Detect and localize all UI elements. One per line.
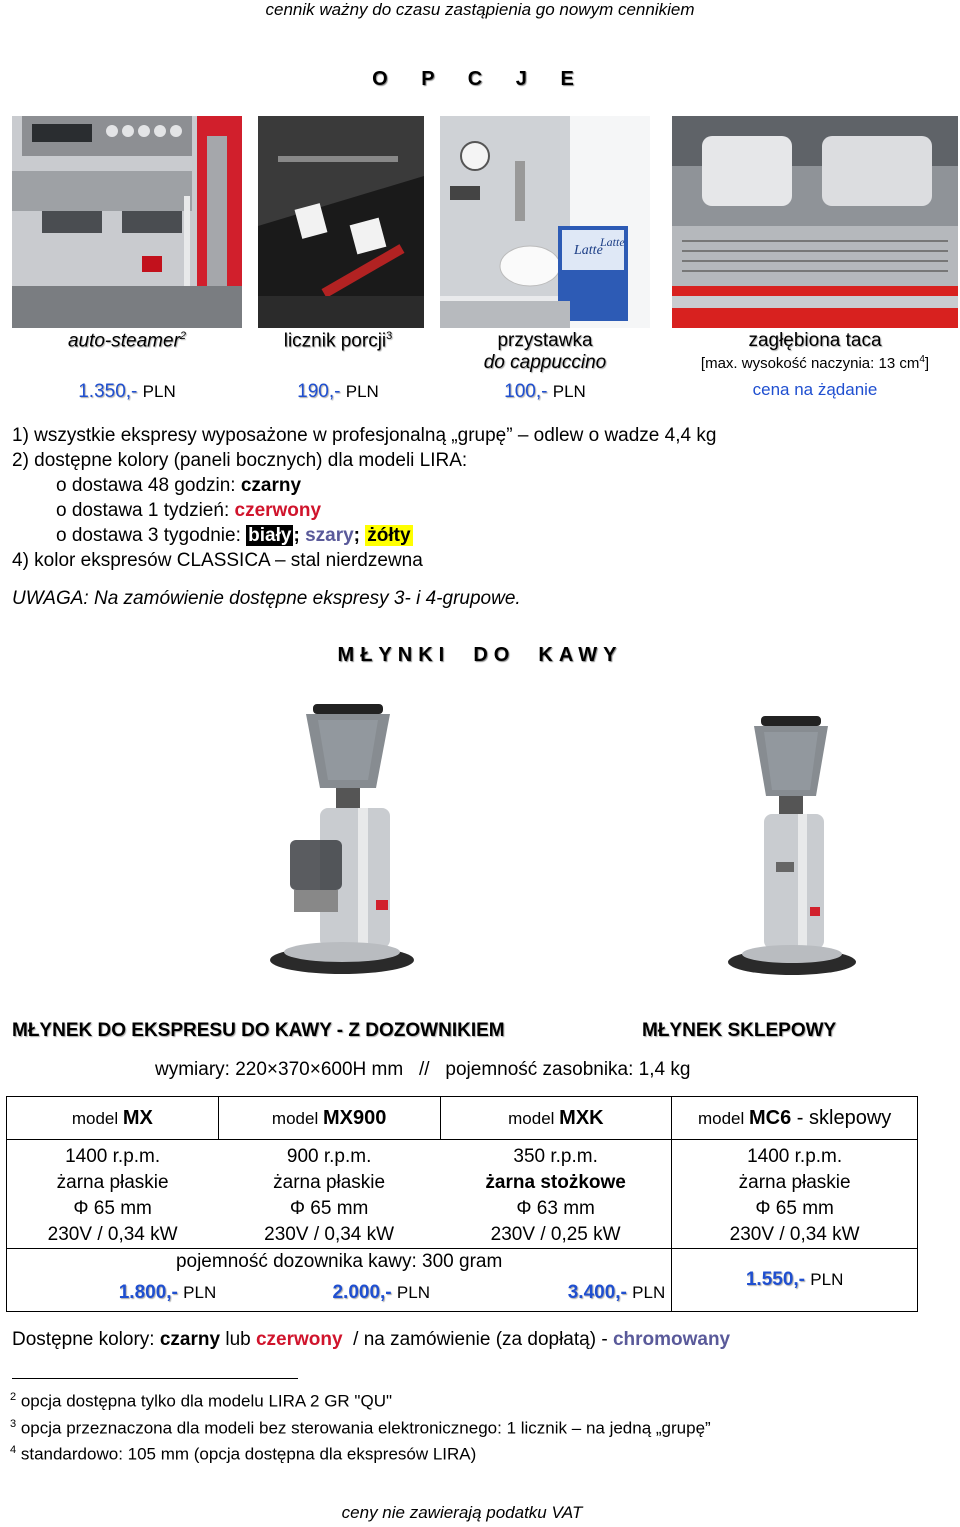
footnote-4: $^4$ standardowo: 105 mm (opcja dostępna dla ekspresów LIRA) xyxy=(10,1444,477,1464)
grinder-spec-table xyxy=(6,1096,918,1312)
latte-label-2: Latte xyxy=(600,235,625,249)
table-row: 1400 r.p.m. 900 r.p.m. 350 r.p.m. 1400 r.p.m. xyxy=(7,1140,918,1171)
cappuccino-attachment-photo xyxy=(440,116,650,328)
price-mxk: 3.400,- PLN xyxy=(440,1275,672,1312)
model-mc6-header: model MC6 - sklepowy xyxy=(672,1097,918,1140)
note-uwaga: UWAGA: Na zamówienie dostępne ekspresy 3- i 4-grupowe. xyxy=(12,588,521,609)
grinder-doser-photo xyxy=(258,700,428,985)
portion-counter-photo xyxy=(258,116,424,328)
option-price-portion-counter: 190,- PLN xyxy=(297,381,379,402)
option-name-cappuccino: przystawka do cappuccino xyxy=(483,330,607,373)
table-row: 230V / 0,34 kW 230V / 0,34 kW 230V / 0,25 kW 230V / 0,34 kW xyxy=(7,1222,918,1249)
grinder-colors: Dostępne kolory: czarny lub czerwony / na zamówienie (za dopłatą) - chromowany xyxy=(12,1329,731,1350)
table-row: żarna płaskie żarna płaskie żarna stożkowe żarna płaskie xyxy=(7,1170,918,1196)
option-price-auto-steamer: 1.350,- PLN xyxy=(78,381,176,402)
model-mxk-header: model MXK xyxy=(440,1097,672,1140)
model-mx900-header: model MX900 xyxy=(218,1097,440,1140)
header-note: cennik ważny do czasu zastąpienia go nowym cennikiem xyxy=(265,0,695,19)
footnote-2: $^2$ opcja dostępna tylko dla modelu LIRA 2 GR "QU" xyxy=(10,1391,393,1411)
grinder-dimensions: wymiary: 220×370×600H mm // pojemność zasobnika: 1,4 kg xyxy=(155,1059,691,1080)
price-mx: 1.800,- PLN xyxy=(7,1275,219,1312)
recessed-tray-photo xyxy=(672,116,958,328)
grinders-title: MŁYNKI DO KAWY xyxy=(337,644,623,666)
footnote-divider xyxy=(12,1378,298,1379)
options-title: O P C J E xyxy=(372,68,588,90)
price-mx900: 2.000,- PLN xyxy=(218,1275,440,1312)
grinder-shop-title: MŁYNEK SKLEPOWY xyxy=(642,1020,837,1041)
note-2: 2) dostępne kolory (paneli bocznych) dla modeli LIRA: xyxy=(12,450,468,471)
grinder-shop-photo xyxy=(716,712,866,982)
model-mx-header: model MX xyxy=(7,1097,219,1140)
option-price-cappuccino: 100,- PLN xyxy=(504,381,586,402)
doser-capacity: pojemność dozownika kawy: 300 gram xyxy=(7,1249,672,1276)
option-name-auto-steamer: auto-steamer$^2$ xyxy=(67,330,187,352)
note-bullet-1w: o dostawa 1 tydzień: czerwony xyxy=(56,500,322,521)
table-row xyxy=(7,1097,918,1140)
table-row xyxy=(7,1249,918,1276)
latte-label-1: Latte xyxy=(574,243,603,258)
option-price-recessed-tray: cena na żądanie xyxy=(752,380,878,399)
footer-note: ceny nie zawierają podatku VAT xyxy=(341,1503,583,1522)
price-mc6: 1.550,- PLN xyxy=(672,1249,918,1312)
grinder-doser-title: MŁYNEK DO EKSPRESU DO KAWY - Z DOZOWNIKIEM xyxy=(12,1020,505,1041)
table-row: Φ 65 mm Φ 65 mm Φ 63 mm Φ 65 mm xyxy=(7,1196,918,1222)
auto-steamer-photo xyxy=(12,116,242,328)
option-name-recessed-tray: zagłębiona taca [max. wysokość naczynia: 13 $cm^4$] xyxy=(700,330,930,372)
note-1: 1) wszystkie ekspresy wyposażone w profesjonalną „grupę” – odlew o wadze 4,4 kg xyxy=(12,425,717,446)
note-bullet-48h: o dostawa 48 godzin: czarny xyxy=(56,475,302,496)
footnotes xyxy=(10,1386,711,1466)
option-name-portion-counter: licznik porcji$^3$ xyxy=(283,330,393,352)
note-4: 4) kolor ekspresów CLASSICA – stal nierdzewna xyxy=(12,550,423,571)
note-bullet-3w: o dostawa 3 tygodnie: biały ; szary; żółty xyxy=(56,525,411,546)
footnote-3: $^3$ opcja przeznaczona dla modeli bez sterowania elektronicznego: 1 licznik – na jedną „grupę” xyxy=(10,1417,711,1438)
